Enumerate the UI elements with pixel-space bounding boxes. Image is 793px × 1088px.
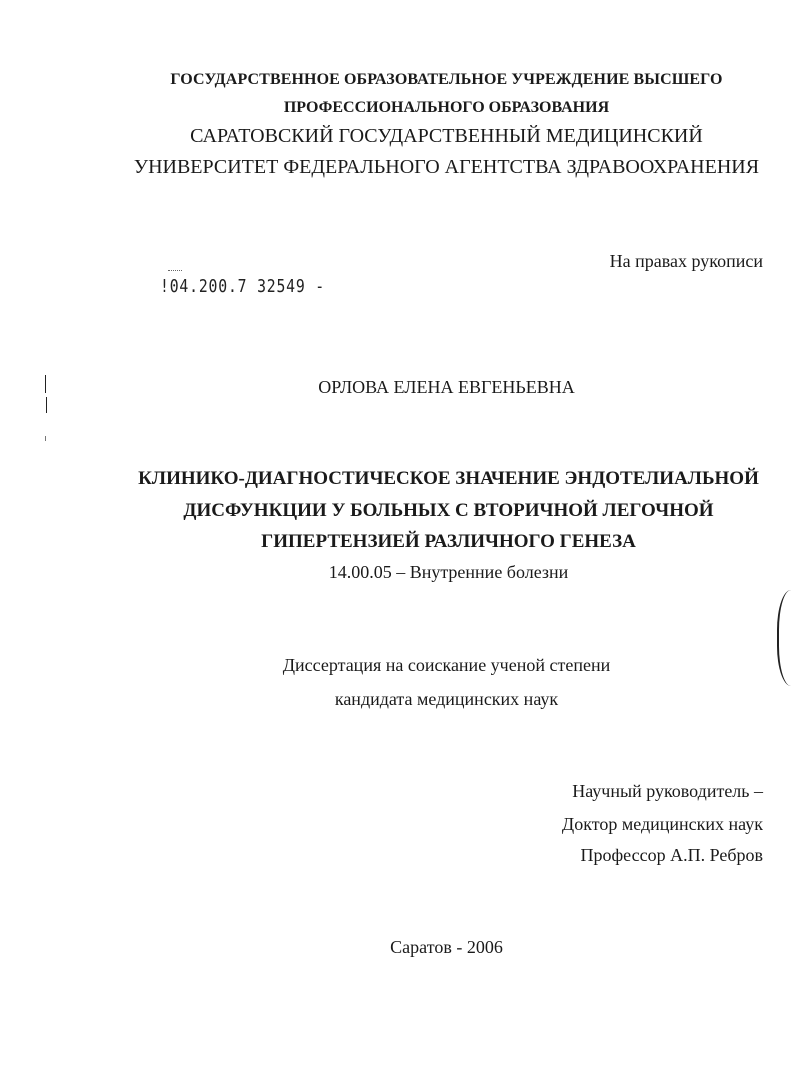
degree-line-2: кандидата медицинских наук: [334, 689, 559, 709]
degree-line-1: Диссертация на соискание ученой степени: [282, 655, 611, 675]
scan-artifact-left: [45, 436, 46, 441]
supervisor-line-2: Доктор медицинских наук: [561, 814, 763, 834]
registration-stamp: !04.200.7 32549 -: [160, 276, 326, 297]
institution-line-3: САРАТОВСКИЙ ГОСУДАРСТВЕННЫЙ МЕДИЦИНСКИЙ: [190, 125, 703, 147]
institution-line-1: ГОСУДАРСТВЕННОЕ ОБРАЗОВАТЕЛЬНОЕ УЧРЕЖДЕНИЕ ВЫСШЕГО: [170, 71, 723, 88]
institution-line-4: УНИВЕРСИТЕТ ФЕДЕРАЛЬНОГО АГЕНТСТВА ЗДРАВООХРАНЕНИЯ: [133, 156, 760, 178]
author-name: ОРЛОВА ЕЛЕНА ЕВГЕНЬЕВНА: [318, 377, 575, 397]
scan-artifact-left: [46, 397, 47, 413]
stamp-dots: [168, 270, 182, 273]
rights-note: На правах рукописи: [609, 251, 763, 271]
title-line-1: КЛИНИКО-ДИАГНОСТИЧЕСКОЕ ЗНАЧЕНИЕ ЭНДОТЕЛИАЛЬНОЙ: [138, 468, 759, 489]
title-line-2: ДИСФУНКЦИИ У БОЛЬНЫХ С ВТОРИЧНОЙ ЛЕГОЧНОЙ: [183, 500, 714, 521]
supervisor-line-3: Профессор А.П. Ребров: [580, 845, 763, 865]
institution-line-2: ПРОФЕССИОНАЛЬНОГО ОБРАЗОВАНИЯ: [283, 99, 610, 116]
supervisor-line-1: Научный руководитель –: [572, 781, 763, 801]
title-line-3: ГИПЕРТЕНЗИЕЙ РАЗЛИЧНОГО ГЕНЕЗА: [261, 531, 636, 552]
scan-artifact-left: [45, 375, 46, 393]
specialty-code: 14.00.05 – Внутренние болезни: [328, 562, 569, 582]
city-year: Саратов - 2006: [390, 937, 503, 957]
